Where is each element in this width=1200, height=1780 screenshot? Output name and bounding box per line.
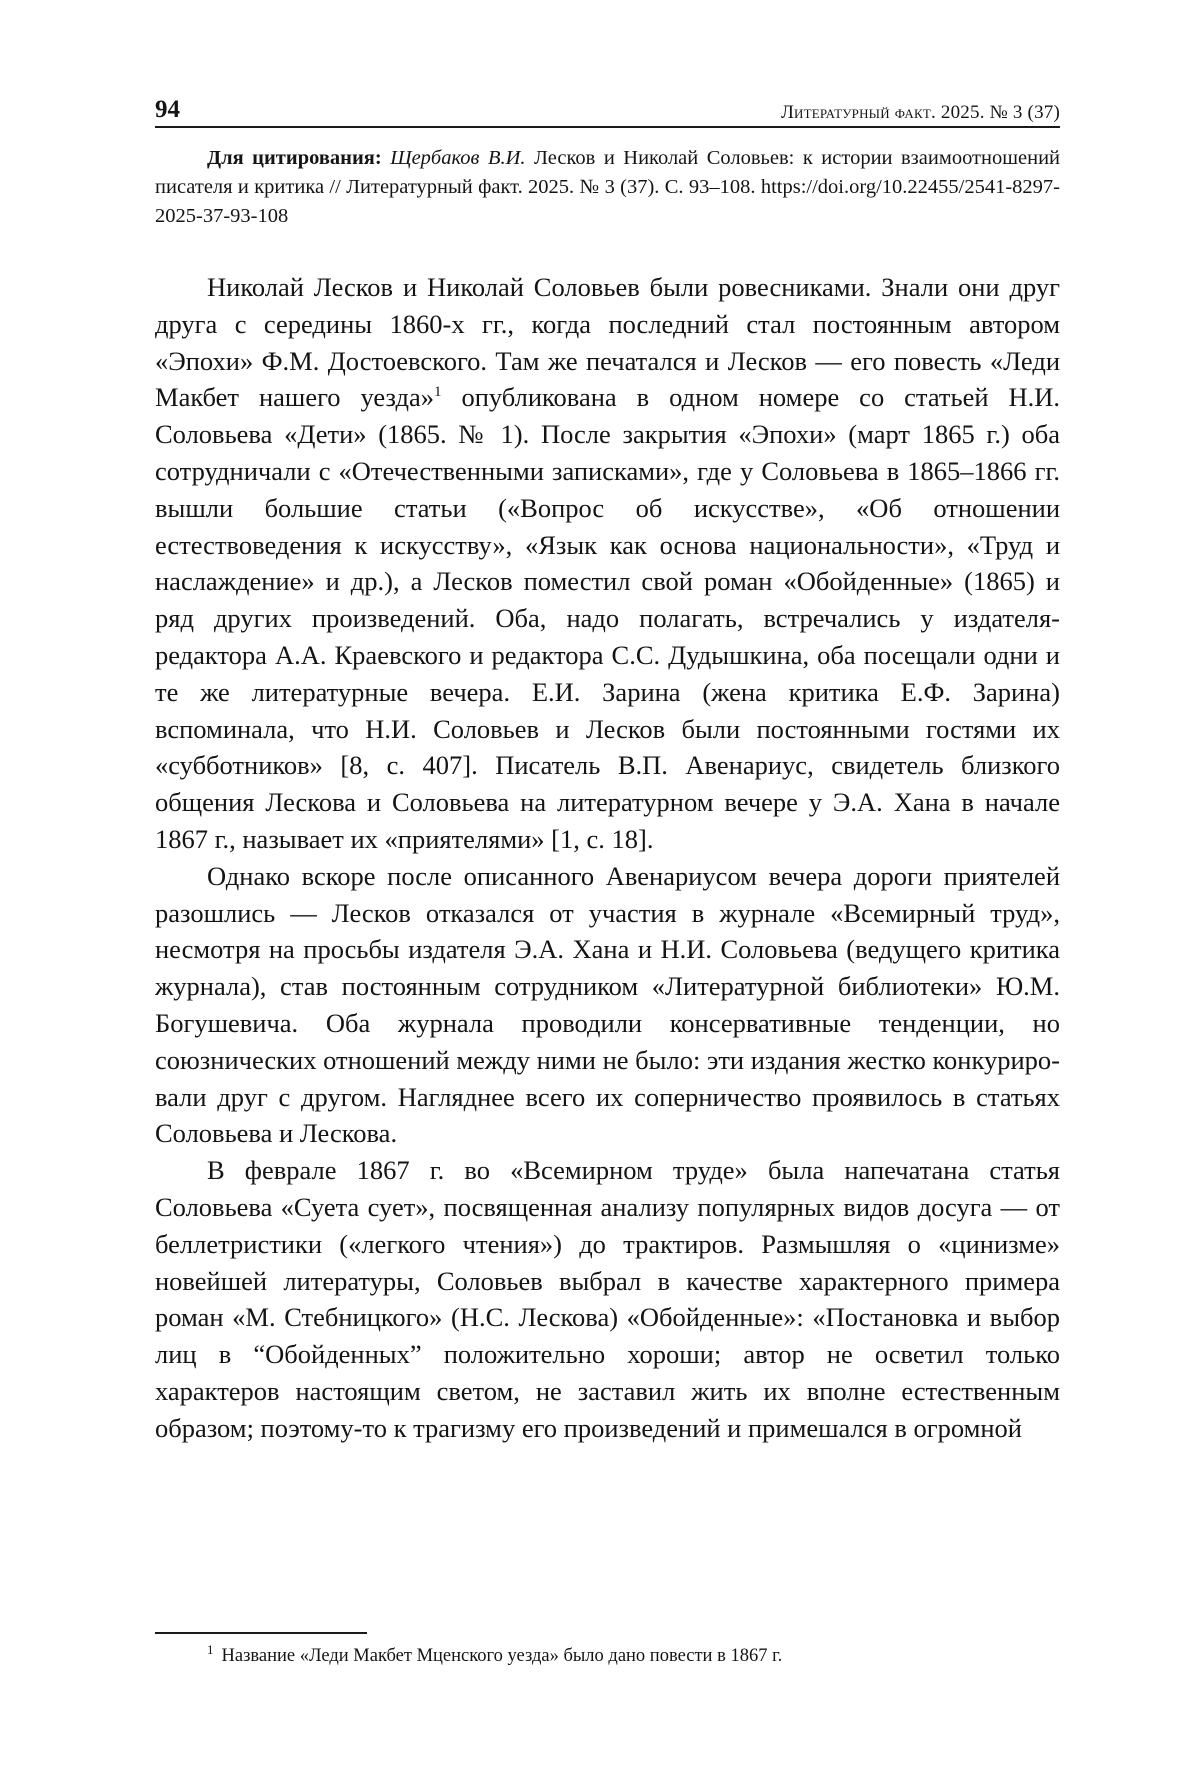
paragraph-1-part-2: опубликована в одном номере со статьей Н.И. Соловьева «Дети» (1865. № 1). После закрытия «Эпохи» (март 1865 г.) оба сотрудничали с «Отечественными записками», где у Соловьева в 1865–1866 гг. вышли большие статьи («Вопрос об искусстве», «Об отношении естествоведения к искусству», «Язык как основа национальности», «Труд и наслаждение» и др.), а Лесков поместил свой роман «Обойденные» (1865) и ряд других произведений. Оба, надо полагать, встречались у издателя-редактора А.А. Краевского и редактора С.С. Дудышкина, оба посещали одни и те же литературные вечера. Е.И. Зарина (жена критика Е.Ф. Зарина) вспоминала, что Н.И. Соловьев и Лесков были постоянными гостями их «субботников» [8, с. 407]. Писатель В.П. Авенариус, свидетель близкого общения Лескова и Соловьева на литературном вечере у Э.А. Хана в начале 1867 г., называет их «приятелями» [1, с. 18]. xyxy=(155,382,1061,854)
footnote xyxy=(207,1641,1067,1668)
page-content xyxy=(155,88,1060,1447)
journal-title: Литературный факт. 2025. № 3 (37) xyxy=(780,102,1060,123)
footnote-number: 1 xyxy=(207,1641,214,1657)
paragraph-3: В феврале 1867 г. во «Всемирном труде» была напечатана статья Соловьева «Суета сует», посвященная анализу популярных видов досуга — от беллетристики («легкого чтения») до трактиров. Размышляя о «цинизме» новейшей литературы, Соловьев выбрал в качестве характерного примера роман «М. Стебницкого» (Н.С. Лескова) «Обойденные»: «Постановка и выбор лиц в “Обойденных” положительно хороши; автор не осветил только характеров настоящим светом, не заставил жить их вполне естественным образом; поэтому-то к трагизму его произведений и примешался в огромной xyxy=(155,1155,1060,1443)
citation-block xyxy=(155,144,1060,231)
paragraph-2: Однако вскоре после описанного Авенариусом вечера дороги приятелей разошлись — Лесков отказался от участия в журнале «Всемирный труд», несмотря на просьбы издателя Э.А. Хана и Н.И. Соловьева (ведущего критика журнала), став постоянным сотрудником «Литературной библиотеки» Ю.М. Богушевича. Оба журнала проводили консервативные тенденции, но союзнических отношений между ними не было: эти издания жестко конкурировали друг с другом. Нагляднее всего их соперничество проявилось в статьях Соловьева и Лескова. xyxy=(155,860,1060,1149)
footnote-divider xyxy=(155,1632,367,1634)
citation-label: Для цитирования: xyxy=(207,147,382,169)
paragraph-1 xyxy=(155,269,1060,858)
citation-text: Лесков и Николай Соловьев: к истории взаимоотношений писателя и критика // Литературный факт. 2025. № 3 (37). С. 93–108. https://doi.org/10.22455/2541-8297-2025-37-93-108 xyxy=(155,147,1061,227)
page-number: 94 xyxy=(155,96,180,123)
article-body xyxy=(155,269,1060,1447)
footnote-text: Название «Леди Макбет Мценского уезда» было дано повести в 1867 г. xyxy=(221,1646,783,1666)
running-header xyxy=(155,88,1060,128)
paragraph-1-part-1: Николай Лесков и Николай Соловьев были ровесниками. Знали они друг друга с середины 1860-х гг., когда последний стал постоянным автором «Эпохи» Ф.М. Достоевского. Там же печатался и Лесков — его повесть «Леди Макбет нашего уезда» xyxy=(155,272,1060,413)
footnote-reference: 1 xyxy=(434,384,442,401)
citation-author: Щербаков В.И. xyxy=(390,147,526,169)
